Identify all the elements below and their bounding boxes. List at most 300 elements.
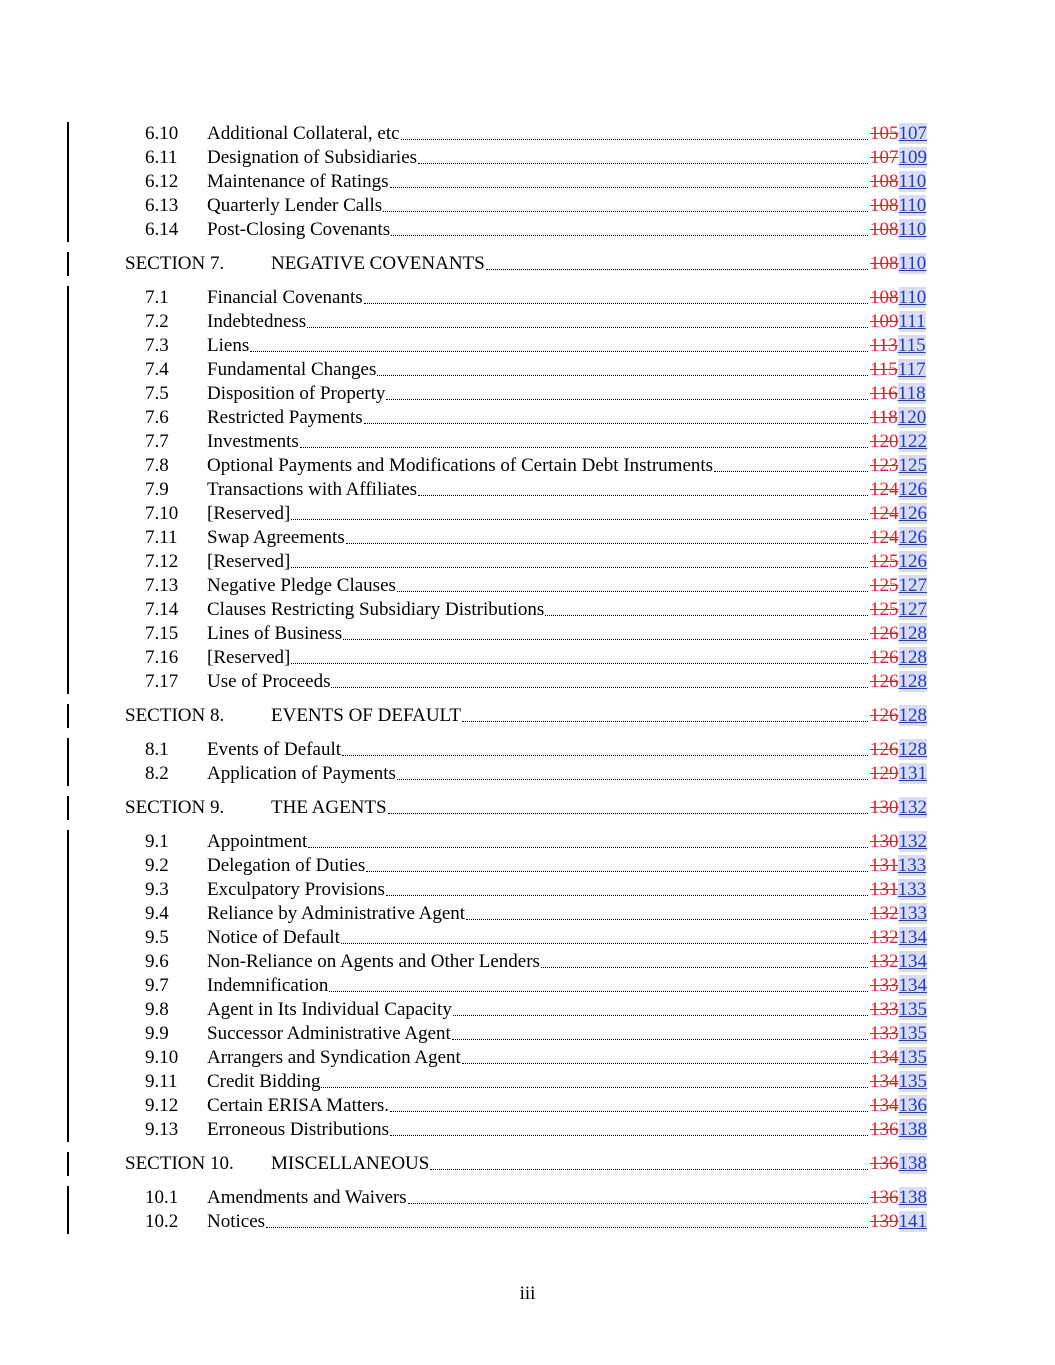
inserted-page-number-link[interactable]: 135 (898, 1071, 927, 1092)
inserted-page-number-link[interactable]: 122 (898, 431, 927, 452)
toc-entry[interactable] (0, 382, 1055, 406)
entry-title-with-leader (207, 146, 869, 170)
entry-title-with-leader (271, 704, 869, 728)
inserted-page-number-link[interactable]: 138 (898, 1153, 927, 1174)
entry-title-with-leader (207, 526, 869, 550)
toc-section-heading[interactable] (0, 704, 1055, 728)
entry-number: 6.13 (145, 195, 179, 216)
dot-leader (391, 218, 868, 236)
page-reference[interactable] (870, 252, 932, 276)
toc-entry[interactable] (0, 358, 1055, 382)
deleted-page-number: 115 (870, 359, 898, 380)
inserted-page-number-link[interactable]: 131 (898, 763, 927, 784)
toc-entry[interactable] (0, 622, 1055, 646)
deleted-page-number: 136 (870, 1153, 899, 1174)
entry-number: 7.14 (145, 599, 179, 620)
deleted-page-number: 108 (870, 219, 899, 240)
change-bar (67, 738, 69, 762)
inserted-page-number-link[interactable]: 128 (898, 671, 927, 692)
deleted-page-number: 108 (870, 171, 899, 192)
dot-leader (397, 574, 868, 592)
dot-leader (343, 622, 868, 640)
change-bar (67, 950, 69, 974)
dot-leader (462, 1046, 868, 1064)
page-reference[interactable] (870, 1118, 932, 1142)
toc-entry[interactable] (0, 646, 1055, 670)
inserted-page-number-link[interactable]: 110 (898, 195, 927, 216)
page-reference[interactable] (870, 218, 932, 242)
inserted-page-number-link[interactable]: 126 (898, 527, 927, 548)
entry-title-with-leader (207, 926, 869, 950)
deleted-page-number: 109 (870, 311, 899, 332)
dot-leader (386, 382, 868, 400)
toc-entry[interactable] (0, 1118, 1055, 1142)
inserted-page-number-link[interactable]: 127 (898, 599, 927, 620)
entry-number: 9.7 (145, 975, 169, 996)
toc-entry[interactable] (0, 762, 1055, 786)
change-bar (67, 526, 69, 550)
entry-title: Application of Payments (207, 763, 396, 784)
toc-entry[interactable] (0, 430, 1055, 454)
toc-entry[interactable] (0, 478, 1055, 502)
entry-title: Optional Payments and Modifications of Certain Debt Instruments (207, 455, 714, 476)
dot-leader (462, 704, 868, 722)
page-reference[interactable] (870, 170, 932, 194)
entry-title-with-leader (207, 998, 869, 1022)
toc-entry[interactable] (0, 502, 1055, 526)
deleted-page-number: 113 (870, 335, 898, 356)
change-bar (67, 1022, 69, 1046)
entry-title-with-leader (207, 454, 869, 478)
deleted-page-number: 126 (870, 647, 899, 668)
deleted-page-number: 131 (870, 879, 898, 900)
change-bar (67, 122, 69, 146)
dot-leader (321, 1070, 868, 1088)
inserted-page-number-link[interactable]: 120 (897, 407, 927, 428)
inserted-page-number-link[interactable]: 132 (898, 831, 927, 852)
entry-number: 9.11 (145, 1071, 178, 1092)
page-reference[interactable] (870, 550, 932, 574)
entry-title-with-leader (207, 122, 869, 146)
entry-title-with-leader (207, 854, 869, 878)
page-reference[interactable] (870, 926, 932, 950)
deleted-page-number: 133 (870, 1023, 899, 1044)
entry-title-with-leader (207, 218, 869, 242)
entry-number: 7.17 (145, 671, 179, 692)
entry-title: Amendments and Waivers (207, 1187, 407, 1208)
page-reference[interactable] (870, 382, 932, 406)
page-reference[interactable] (870, 598, 932, 622)
entry-number: 7.6 (145, 407, 169, 428)
toc-entry[interactable] (0, 738, 1055, 762)
toc-entry[interactable] (0, 1094, 1055, 1118)
page-reference[interactable] (870, 622, 932, 646)
entry-title: Restricted Payments (207, 407, 363, 428)
deleted-page-number: 139 (870, 1211, 899, 1232)
dot-leader (291, 502, 868, 520)
entry-number: 9.9 (145, 1023, 169, 1044)
deleted-page-number: 126 (870, 739, 899, 760)
deleted-page-number: 136 (870, 1187, 899, 1208)
inserted-page-number-link[interactable]: 128 (898, 705, 927, 726)
toc-entry[interactable] (0, 526, 1055, 550)
deleted-page-number: 118 (870, 407, 898, 428)
entry-title: Successor Administrative Agent (207, 1023, 451, 1044)
entry-title-with-leader (207, 358, 869, 382)
change-bar (67, 646, 69, 670)
toc-entry[interactable] (0, 406, 1055, 430)
change-bar (67, 1186, 69, 1210)
inserted-page-number-link[interactable]: 128 (898, 647, 927, 668)
inserted-page-number-link[interactable]: 125 (898, 455, 927, 476)
deleted-page-number: 132 (870, 903, 899, 924)
entry-title: Use of Proceeds (207, 671, 331, 692)
change-bar (67, 830, 69, 854)
entry-title-with-leader (207, 598, 869, 622)
entry-title: EVENTS OF DEFAULT (271, 705, 462, 726)
dot-leader (401, 122, 868, 140)
dot-leader (430, 1152, 868, 1170)
entry-title-with-leader (207, 170, 869, 194)
entry-title: NEGATIVE COVENANTS (271, 253, 485, 274)
entry-number: 7.13 (145, 575, 179, 596)
inserted-page-number-link[interactable]: 117 (897, 359, 926, 380)
entry-title: Disposition of Property (207, 383, 386, 404)
inserted-page-number-link[interactable]: 135 (898, 1023, 927, 1044)
inserted-page-number-link[interactable]: 118 (897, 383, 926, 404)
entry-number: 8.2 (145, 763, 169, 784)
change-bar (67, 310, 69, 334)
change-bar (67, 170, 69, 194)
deleted-page-number: 120 (870, 431, 899, 452)
entry-title: Exculpatory Provisions (207, 879, 385, 900)
page-number: iii (519, 1283, 536, 1304)
page-reference[interactable] (870, 430, 932, 454)
entry-title: Certain ERISA Matters. (207, 1095, 390, 1116)
entry-title: Delegation of Duties (207, 855, 366, 876)
inserted-page-number-link[interactable]: 133 (897, 879, 927, 900)
page-reference[interactable] (870, 950, 932, 974)
page-reference[interactable] (870, 502, 932, 526)
entry-title-with-leader (271, 252, 869, 276)
page-reference[interactable] (870, 478, 932, 502)
inserted-page-number-link[interactable]: 126 (898, 503, 927, 524)
change-bar (67, 998, 69, 1022)
dot-leader (452, 1022, 868, 1040)
toc-entry[interactable] (0, 146, 1055, 170)
toc-entry[interactable] (0, 454, 1055, 478)
page-reference[interactable] (870, 194, 932, 218)
page-reference[interactable] (870, 1046, 932, 1070)
change-bar (67, 1094, 69, 1118)
page-reference[interactable] (870, 146, 932, 170)
toc-section-heading[interactable] (0, 1152, 1055, 1176)
inserted-page-number-link[interactable]: 109 (898, 147, 927, 168)
inserted-page-number-link[interactable]: 133 (898, 903, 927, 924)
inserted-page-number-link[interactable]: 138 (898, 1119, 927, 1140)
page-reference[interactable] (870, 974, 932, 998)
inserted-page-number-link[interactable]: 126 (898, 479, 927, 500)
toc-entry[interactable] (0, 218, 1055, 242)
page-reference[interactable] (870, 762, 932, 786)
change-bar (67, 878, 69, 902)
page-reference[interactable] (870, 1070, 932, 1094)
entry-number: 9.4 (145, 903, 169, 924)
page-reference[interactable] (870, 1186, 932, 1210)
deleted-page-number: 105 (870, 123, 899, 144)
toc-entry[interactable] (0, 598, 1055, 622)
deleted-page-number: 126 (870, 705, 899, 726)
toc-entry[interactable] (0, 854, 1055, 878)
change-bar (67, 502, 69, 526)
page-reference[interactable] (870, 704, 932, 728)
page-reference[interactable] (870, 998, 932, 1022)
entry-number: 7.10 (145, 503, 179, 524)
toc-entry[interactable] (0, 1070, 1055, 1094)
entry-number: SECTION 10. (125, 1153, 234, 1174)
toc-entry[interactable] (0, 1186, 1055, 1210)
page-reference[interactable] (870, 286, 932, 310)
page-reference[interactable] (870, 878, 932, 902)
toc-entry[interactable] (0, 1046, 1055, 1070)
entry-title-with-leader (207, 406, 869, 430)
deleted-page-number: 124 (870, 527, 899, 548)
page-reference[interactable] (870, 122, 932, 146)
entry-number: 7.15 (145, 623, 179, 644)
toc-entry[interactable] (0, 122, 1055, 146)
deleted-page-number: 125 (870, 599, 899, 620)
page-reference[interactable] (870, 854, 932, 878)
dot-leader (418, 478, 868, 496)
entry-title: Reliance by Administrative Agent (207, 903, 466, 924)
deleted-page-number: 126 (870, 623, 899, 644)
dot-leader (366, 854, 868, 872)
page-reference[interactable] (870, 796, 932, 820)
toc-entry[interactable] (0, 1022, 1055, 1046)
change-bar (67, 194, 69, 218)
toc-entry[interactable] (0, 334, 1055, 358)
dot-leader (331, 670, 868, 688)
inserted-page-number-link[interactable]: 133 (897, 855, 927, 876)
entry-number: 6.11 (145, 147, 178, 168)
deleted-page-number: 108 (870, 195, 899, 216)
entry-number: 7.4 (145, 359, 169, 380)
inserted-page-number-link[interactable]: 135 (898, 1047, 927, 1068)
deleted-page-number: 134 (870, 1071, 899, 1092)
dot-leader (390, 1118, 868, 1136)
entry-title: Notices (207, 1211, 266, 1232)
toc-entry[interactable] (0, 194, 1055, 218)
inserted-page-number-link[interactable]: 134 (898, 951, 927, 972)
inserted-page-number-link[interactable]: 107 (898, 123, 927, 144)
entry-number: 6.10 (145, 123, 179, 144)
change-bar (67, 1152, 69, 1176)
inserted-page-number-link[interactable]: 128 (898, 623, 927, 644)
inserted-page-number-link[interactable]: 126 (898, 551, 927, 572)
toc-section-heading[interactable] (0, 252, 1055, 276)
toc-entry[interactable] (0, 830, 1055, 854)
deleted-page-number: 126 (870, 671, 899, 692)
entry-title-with-leader (207, 310, 869, 334)
entry-number: 7.7 (145, 431, 169, 452)
entry-title-with-leader (207, 1022, 869, 1046)
inserted-page-number-link[interactable]: 136 (898, 1095, 927, 1116)
inserted-page-number-link[interactable]: 111 (898, 311, 926, 332)
entry-title-with-leader (207, 478, 869, 502)
page-reference[interactable] (870, 334, 932, 358)
dot-leader (250, 334, 868, 352)
change-bar (67, 974, 69, 998)
entry-title: [Reserved] (207, 551, 291, 572)
entry-title: Negative Pledge Clauses (207, 575, 396, 596)
entry-title-with-leader (207, 550, 869, 574)
entry-title-with-leader (207, 1210, 869, 1234)
entry-number: 6.14 (145, 219, 179, 240)
deleted-page-number: 130 (870, 797, 899, 818)
entry-title-with-leader (207, 670, 869, 694)
entry-number: 9.3 (145, 879, 169, 900)
entry-number: 7.12 (145, 551, 179, 572)
toc-entry[interactable] (0, 286, 1055, 310)
dot-leader (291, 646, 868, 664)
dot-leader (714, 454, 868, 472)
entry-title: [Reserved] (207, 503, 291, 524)
dot-leader (346, 526, 868, 544)
page-reference[interactable] (870, 406, 932, 430)
dot-leader (383, 194, 868, 212)
page-reference[interactable] (870, 454, 932, 478)
toc-entry[interactable] (0, 902, 1055, 926)
inserted-page-number-link[interactable]: 135 (898, 999, 927, 1020)
inserted-page-number-link[interactable]: 127 (898, 575, 927, 596)
inserted-page-number-link[interactable]: 134 (898, 975, 927, 996)
page-reference[interactable] (870, 670, 932, 694)
dot-leader (291, 550, 868, 568)
toc-section-heading[interactable] (0, 796, 1055, 820)
toc-entry[interactable] (0, 670, 1055, 694)
entry-title-with-leader (271, 796, 869, 820)
change-bar (67, 550, 69, 574)
entry-title-with-leader (207, 1118, 869, 1142)
entry-title-with-leader (207, 430, 869, 454)
change-bar (67, 286, 69, 310)
inserted-page-number-link[interactable]: 110 (898, 253, 927, 274)
dot-leader (390, 170, 868, 188)
toc-entry[interactable] (0, 170, 1055, 194)
dot-leader (266, 1210, 868, 1228)
entry-number: 9.1 (145, 831, 169, 852)
entry-title: Credit Bidding (207, 1071, 321, 1092)
page-reference[interactable] (870, 1210, 932, 1234)
toc-entry[interactable] (0, 998, 1055, 1022)
inserted-page-number-link[interactable]: 110 (898, 171, 927, 192)
inserted-page-number-link[interactable]: 132 (898, 797, 927, 818)
change-bar (67, 478, 69, 502)
toc-entry[interactable] (0, 1210, 1055, 1234)
page-reference[interactable] (870, 1152, 932, 1176)
dot-leader (486, 252, 868, 270)
page-reference[interactable] (870, 646, 932, 670)
entry-title-with-leader (207, 574, 869, 598)
change-bar (67, 796, 69, 820)
entry-title-with-leader (207, 502, 869, 526)
entry-title: Lines of Business (207, 623, 343, 644)
deleted-page-number: 108 (870, 287, 899, 308)
entry-title-with-leader (271, 1152, 869, 1176)
inserted-page-number-link[interactable]: 141 (898, 1211, 927, 1232)
entry-title-with-leader (207, 1094, 869, 1118)
change-bar (67, 762, 69, 786)
change-bar (67, 146, 69, 170)
dot-leader (377, 358, 868, 376)
entry-number: 10.2 (145, 1211, 179, 1232)
change-bar (67, 1118, 69, 1142)
page-reference[interactable] (870, 358, 932, 382)
inserted-page-number-link[interactable]: 128 (898, 739, 927, 760)
toc-entry[interactable] (0, 310, 1055, 334)
toc-entry[interactable] (0, 926, 1055, 950)
dot-leader (408, 1186, 868, 1204)
entry-title: Notice of Default (207, 927, 340, 948)
inserted-page-number-link[interactable]: 138 (898, 1187, 927, 1208)
toc-entry[interactable] (0, 550, 1055, 574)
dot-leader (390, 1094, 868, 1112)
page-reference[interactable] (870, 738, 932, 762)
toc-entry[interactable] (0, 974, 1055, 998)
change-bar (67, 704, 69, 728)
change-bar (67, 1070, 69, 1094)
deleted-page-number: 134 (870, 1047, 899, 1068)
dot-leader (341, 926, 868, 944)
page-reference[interactable] (870, 830, 932, 854)
page-reference[interactable] (870, 1022, 932, 1046)
change-bar (67, 334, 69, 358)
dot-leader (307, 310, 868, 328)
entry-title: Appointment (207, 831, 308, 852)
change-bar (67, 670, 69, 694)
page-reference[interactable] (870, 526, 932, 550)
entry-number: 9.5 (145, 927, 169, 948)
entry-number: 7.2 (145, 311, 169, 332)
entry-title-with-leader (207, 762, 869, 786)
page-reference[interactable] (870, 574, 932, 598)
inserted-page-number-link[interactable]: 134 (898, 927, 927, 948)
entry-title: [Reserved] (207, 647, 291, 668)
dot-leader (308, 830, 868, 848)
inserted-page-number-link[interactable]: 115 (897, 335, 926, 356)
toc-entry[interactable] (0, 950, 1055, 974)
deleted-page-number: 134 (870, 1095, 899, 1116)
entry-number: 9.6 (145, 951, 169, 972)
toc-entry[interactable] (0, 574, 1055, 598)
page-reference[interactable] (870, 310, 932, 334)
dot-leader (545, 598, 868, 616)
deleted-page-number: 133 (870, 999, 899, 1020)
entry-title: Indemnification (207, 975, 329, 996)
change-bar (67, 574, 69, 598)
entry-number: 9.13 (145, 1119, 179, 1140)
toc-entry[interactable] (0, 878, 1055, 902)
entry-title: Financial Covenants (207, 287, 363, 308)
page-reference[interactable] (870, 902, 932, 926)
page-reference[interactable] (870, 1094, 932, 1118)
inserted-page-number-link[interactable]: 110 (898, 219, 927, 240)
entry-title: Post-Closing Covenants (207, 219, 391, 240)
entry-number: 7.3 (145, 335, 169, 356)
inserted-page-number-link[interactable]: 110 (898, 287, 927, 308)
change-bar (67, 252, 69, 276)
deleted-page-number: 132 (870, 927, 899, 948)
